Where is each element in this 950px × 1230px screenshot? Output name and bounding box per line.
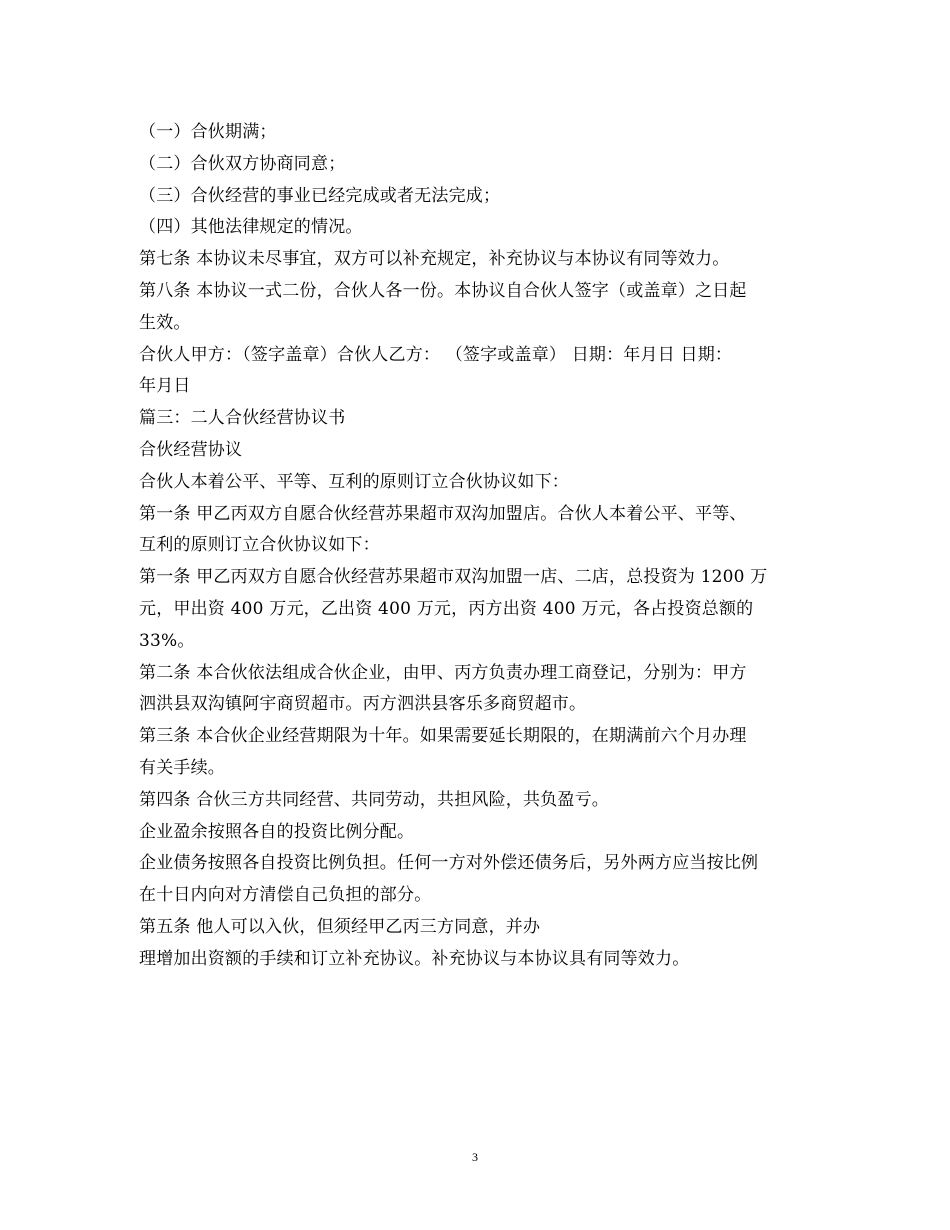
text-line: 理增加出资额的手续和订立补充协议。补充协议与本协议具有同等效力。 (139, 948, 690, 969)
text-line: 互利的原则订立合伙协议如下： (139, 535, 380, 556)
text-line: （二）合伙双方协商同意； (139, 153, 346, 174)
text-line: 第五条 他人可以入伙，但须经甲乙丙三方同意，并办 (139, 916, 541, 937)
text-line: 元，甲出资 400 万元，乙出资 400 万元，丙方出资 400 万元，各占投资总额的 (139, 598, 754, 619)
text-line: （四）其他法律规定的情况。 (139, 217, 363, 238)
text-line: 合伙人本着公平、平等、互利的原则订立合伙协议如下： (139, 471, 569, 492)
section-heading: 篇三：二人合伙经营协议书 (139, 408, 346, 429)
text-line: 生效。 (139, 312, 191, 333)
text-line: 第七条 本协议未尽事宜，双方可以补充规定，补充协议与本协议有同等效力。 (139, 249, 730, 270)
text-line: 第一条 甲乙丙双方自愿合伙经营苏果超市双沟加盟店。合伙人本着公平、平等、 (139, 503, 747, 524)
text-line: 在十日内向对方清偿自己负担的部分。 (139, 885, 432, 906)
text-line: 有关手续。 (139, 757, 225, 778)
text-line: 年月日 (139, 376, 191, 397)
text-line: 33%。 (139, 630, 195, 651)
text-line: 第一条 甲乙丙双方自愿合伙经营苏果超市双沟加盟一店、二店，总投资为 1200 万 (139, 567, 768, 588)
text-line: 泗洪县双沟镇阿宇商贸超市。丙方泗洪县客乐多商贸超市。 (139, 694, 587, 715)
text-line: 企业债务按照各自投资比例负担。任何一方对外偿还债务后，另外两方应当按比例 (139, 853, 759, 874)
text-line: 第二条 本合伙依法组成合伙企业，由甲、丙方负责办理工商登记，分别为：甲方 (139, 662, 747, 683)
text-line: 第三条 本合伙企业经营期限为十年。如果需要延长期限的，在期满前六个月办理 (139, 726, 747, 747)
text-line: 第八条 本协议一式二份，合伙人各一份。本协议自合伙人签字（或盖章）之日起 (139, 280, 747, 301)
text-line: 企业盈余按照各自的投资比例分配。 (139, 821, 415, 842)
document-body (139, 117, 829, 976)
document-title: 合伙经营协议 (139, 439, 243, 460)
text-line: 第四条 合伙三方共同经营、共同劳动，共担风险，共负盈亏。 (139, 789, 610, 810)
text-line: （一）合伙期满； (139, 122, 277, 142)
text-line: 合伙人甲方：（签字盖章）合伙人乙方： （签字或盖章） 日期：年月日 日期： (139, 344, 733, 365)
page-number: 3 (472, 1150, 478, 1164)
text-line: （三）合伙经营的事业已经完成或者无法完成； (139, 185, 501, 206)
